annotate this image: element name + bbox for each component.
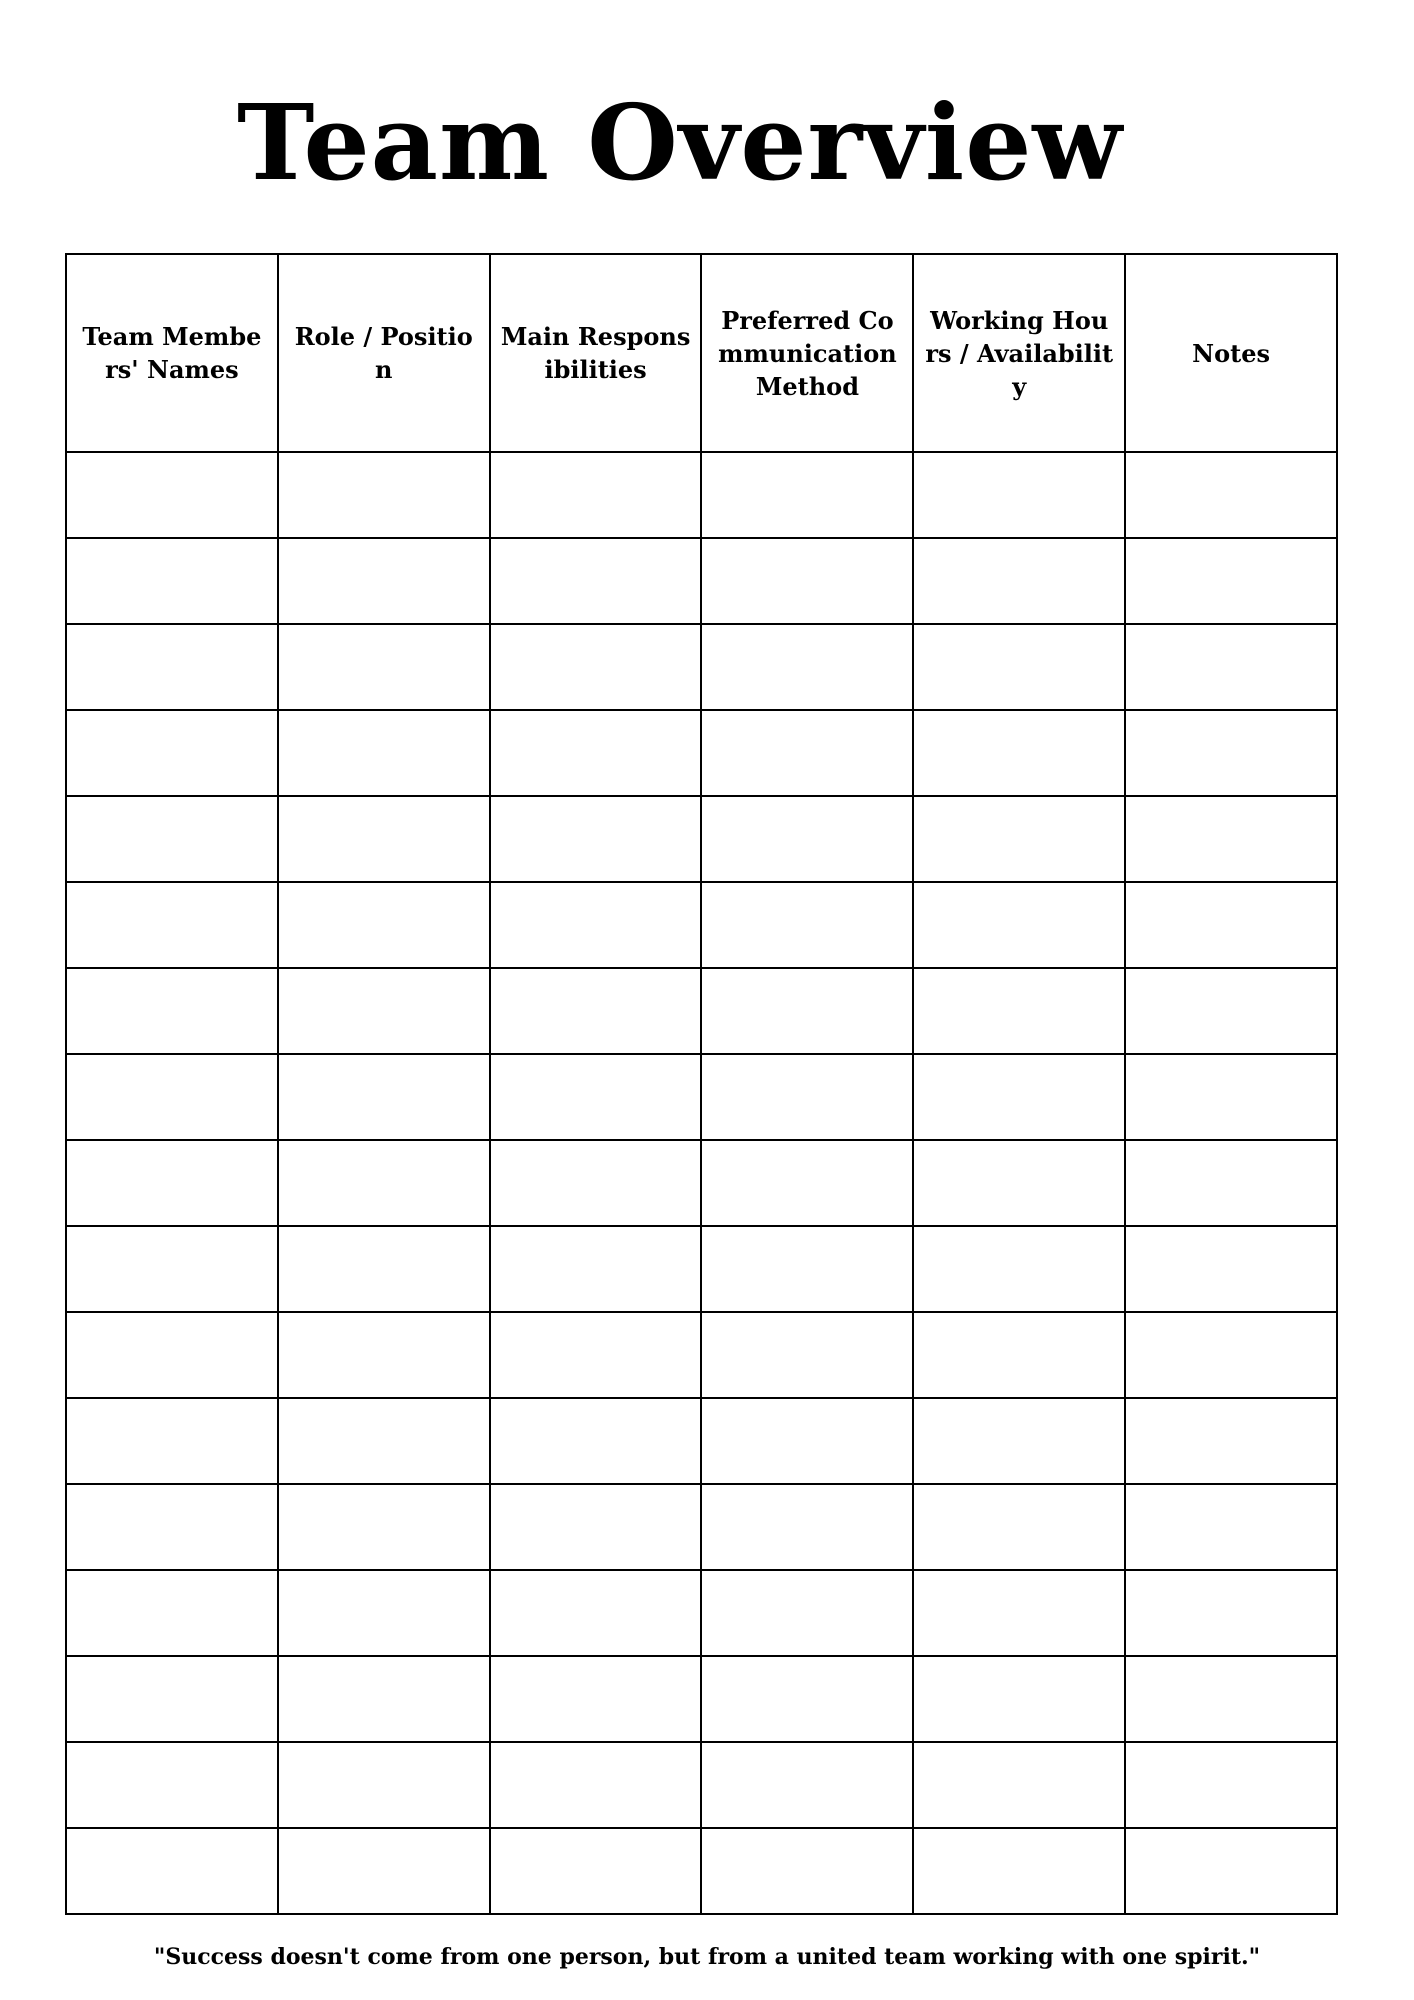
cell-role-position[interactable] — [278, 1828, 490, 1914]
cell-main-responsibilities[interactable] — [490, 1656, 702, 1742]
cell-working-hours-availability[interactable] — [913, 1312, 1125, 1398]
table-row — [66, 538, 1337, 624]
table-row — [66, 1656, 1337, 1742]
cell-role-position[interactable] — [278, 1398, 490, 1484]
page-title: Team Overview — [237, 81, 1123, 204]
cell-working-hours-availability[interactable] — [913, 796, 1125, 882]
cell-main-responsibilities[interactable] — [490, 1570, 702, 1656]
table-row — [66, 796, 1337, 882]
table-row — [66, 1484, 1337, 1570]
cell-preferred-communication-method[interactable] — [701, 1828, 913, 1914]
cell-main-responsibilities[interactable] — [490, 1398, 702, 1484]
table-body — [66, 452, 1337, 1914]
cell-role-position[interactable] — [278, 1054, 490, 1140]
table-row — [66, 1570, 1337, 1656]
cell-team-members-names[interactable] — [66, 968, 278, 1054]
cell-role-position[interactable] — [278, 1742, 490, 1828]
cell-notes[interactable] — [1125, 538, 1337, 624]
cell-notes[interactable] — [1125, 1570, 1337, 1656]
footer-quote: "Success doesn't come from one person, but from a united team working with one spirit." — [153, 1944, 1261, 1970]
cell-working-hours-availability[interactable] — [913, 1140, 1125, 1226]
cell-role-position[interactable] — [278, 538, 490, 624]
cell-notes[interactable] — [1125, 452, 1337, 538]
cell-working-hours-availability[interactable] — [913, 1398, 1125, 1484]
cell-main-responsibilities[interactable] — [490, 882, 702, 968]
cell-role-position[interactable] — [278, 1570, 490, 1656]
cell-preferred-communication-method[interactable] — [701, 1054, 913, 1140]
cell-preferred-communication-method[interactable] — [701, 796, 913, 882]
cell-preferred-communication-method[interactable] — [701, 1140, 913, 1226]
column-header-preferred-communication-method: Preferred Communication Method — [701, 254, 913, 452]
cell-team-members-names[interactable] — [66, 1742, 278, 1828]
column-header-notes: Notes — [1125, 254, 1337, 452]
cell-main-responsibilities[interactable] — [490, 1312, 702, 1398]
cell-main-responsibilities[interactable] — [490, 1226, 702, 1312]
table-row — [66, 452, 1337, 538]
cell-working-hours-availability[interactable] — [913, 1742, 1125, 1828]
cell-main-responsibilities[interactable] — [490, 538, 702, 624]
cell-preferred-communication-method[interactable] — [701, 1742, 913, 1828]
cell-working-hours-availability[interactable] — [913, 1570, 1125, 1656]
cell-main-responsibilities[interactable] — [490, 624, 702, 710]
cell-preferred-communication-method[interactable] — [701, 1312, 913, 1398]
cell-main-responsibilities[interactable] — [490, 452, 702, 538]
cell-working-hours-availability[interactable] — [913, 968, 1125, 1054]
cell-preferred-communication-method[interactable] — [701, 1484, 913, 1570]
cell-notes[interactable] — [1125, 1312, 1337, 1398]
cell-team-members-names[interactable] — [66, 882, 278, 968]
table-row — [66, 1398, 1337, 1484]
cell-notes[interactable] — [1125, 624, 1337, 710]
cell-team-members-names[interactable] — [66, 1656, 278, 1742]
cell-team-members-names[interactable] — [66, 1570, 278, 1656]
table-row — [66, 1226, 1337, 1312]
cell-team-members-names[interactable] — [66, 1398, 278, 1484]
header-row — [66, 254, 1337, 452]
column-header-main-responsibilities: Main Responsibilities — [490, 254, 702, 452]
table-row — [66, 882, 1337, 968]
cell-working-hours-availability[interactable] — [913, 1226, 1125, 1312]
cell-working-hours-availability[interactable] — [913, 882, 1125, 968]
cell-working-hours-availability[interactable] — [913, 452, 1125, 538]
cell-preferred-communication-method[interactable] — [701, 1226, 913, 1312]
cell-role-position[interactable] — [278, 1312, 490, 1398]
cell-team-members-names[interactable] — [66, 1312, 278, 1398]
cell-working-hours-availability[interactable] — [913, 710, 1125, 796]
cell-role-position[interactable] — [278, 452, 490, 538]
team-overview-table — [65, 253, 1338, 1915]
cell-role-position[interactable] — [278, 882, 490, 968]
cell-notes[interactable] — [1125, 796, 1337, 882]
cell-team-members-names[interactable] — [66, 710, 278, 796]
cell-notes[interactable] — [1125, 1398, 1337, 1484]
cell-working-hours-availability[interactable] — [913, 1828, 1125, 1914]
cell-preferred-communication-method[interactable] — [701, 1398, 913, 1484]
cell-main-responsibilities[interactable] — [490, 1140, 702, 1226]
cell-role-position[interactable] — [278, 796, 490, 882]
cell-working-hours-availability[interactable] — [913, 624, 1125, 710]
cell-preferred-communication-method[interactable] — [701, 1656, 913, 1742]
table-row — [66, 1140, 1337, 1226]
cell-team-members-names[interactable] — [66, 1828, 278, 1914]
cell-working-hours-availability[interactable] — [913, 1054, 1125, 1140]
cell-role-position[interactable] — [278, 968, 490, 1054]
table-row — [66, 1312, 1337, 1398]
table-header — [66, 254, 1337, 452]
cell-working-hours-availability[interactable] — [913, 538, 1125, 624]
table-row — [66, 1828, 1337, 1914]
cell-preferred-communication-method[interactable] — [701, 538, 913, 624]
cell-notes[interactable] — [1125, 1484, 1337, 1570]
cell-role-position[interactable] — [278, 1656, 490, 1742]
cell-team-members-names[interactable] — [66, 538, 278, 624]
cell-main-responsibilities[interactable] — [490, 710, 702, 796]
table-row — [66, 710, 1337, 796]
cell-team-members-names[interactable] — [66, 1140, 278, 1226]
column-header-working-hours-availability: Working Hours / Availability — [913, 254, 1125, 452]
cell-main-responsibilities[interactable] — [490, 1054, 702, 1140]
table-row — [66, 624, 1337, 710]
cell-notes[interactable] — [1125, 1742, 1337, 1828]
cell-notes[interactable] — [1125, 1828, 1337, 1914]
cell-main-responsibilities[interactable] — [490, 796, 702, 882]
cell-team-members-names[interactable] — [66, 1054, 278, 1140]
cell-preferred-communication-method[interactable] — [701, 624, 913, 710]
cell-notes[interactable] — [1125, 968, 1337, 1054]
cell-notes[interactable] — [1125, 710, 1337, 796]
cell-preferred-communication-method[interactable] — [701, 452, 913, 538]
cell-notes[interactable] — [1125, 882, 1337, 968]
cell-preferred-communication-method[interactable] — [701, 968, 913, 1054]
cell-preferred-communication-method[interactable] — [701, 882, 913, 968]
column-header-role-position: Role / Position — [278, 254, 490, 452]
cell-notes[interactable] — [1125, 1054, 1337, 1140]
cell-main-responsibilities[interactable] — [490, 1742, 702, 1828]
cell-role-position[interactable] — [278, 1226, 490, 1312]
cell-role-position[interactable] — [278, 624, 490, 710]
cell-preferred-communication-method[interactable] — [701, 1570, 913, 1656]
cell-preferred-communication-method[interactable] — [701, 710, 913, 796]
cell-notes[interactable] — [1125, 1656, 1337, 1742]
cell-working-hours-availability[interactable] — [913, 1484, 1125, 1570]
table-row — [66, 1054, 1337, 1140]
cell-team-members-names[interactable] — [66, 1484, 278, 1570]
column-header-team-members-names: Team Members' Names — [66, 254, 278, 452]
cell-main-responsibilities[interactable] — [490, 968, 702, 1054]
cell-team-members-names[interactable] — [66, 796, 278, 882]
cell-notes[interactable] — [1125, 1226, 1337, 1312]
cell-working-hours-availability[interactable] — [913, 1656, 1125, 1742]
table-row — [66, 968, 1337, 1054]
cell-role-position[interactable] — [278, 1484, 490, 1570]
table-row — [66, 1742, 1337, 1828]
cell-team-members-names[interactable] — [66, 624, 278, 710]
cell-team-members-names[interactable] — [66, 1226, 278, 1312]
cell-notes[interactable] — [1125, 1140, 1337, 1226]
cell-role-position[interactable] — [278, 710, 490, 796]
cell-team-members-names[interactable] — [66, 452, 278, 538]
cell-main-responsibilities[interactable] — [490, 1828, 702, 1914]
cell-role-position[interactable] — [278, 1140, 490, 1226]
cell-main-responsibilities[interactable] — [490, 1484, 702, 1570]
